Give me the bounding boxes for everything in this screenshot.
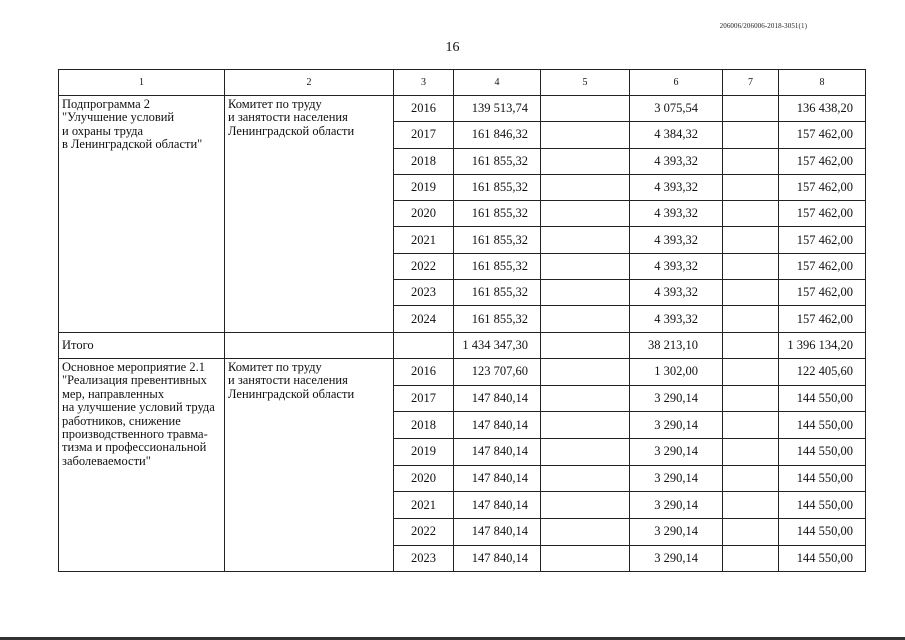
col6-amount-cell: 4 393,32 bbox=[630, 227, 723, 253]
col5-amount-cell bbox=[541, 148, 630, 174]
col7-amount-cell bbox=[723, 96, 779, 122]
col7-amount-cell bbox=[723, 201, 779, 227]
total-amount-cell: 147 840,14 bbox=[454, 439, 541, 466]
year-cell: 2016 bbox=[394, 96, 454, 122]
column-header: 5 bbox=[541, 70, 630, 96]
program-name-line: тизма и профессиональной bbox=[62, 440, 207, 455]
column-header: 8 bbox=[779, 70, 866, 96]
col8-amount-cell: 157 462,00 bbox=[779, 227, 866, 253]
year-cell: 2021 bbox=[394, 227, 454, 253]
col6-amount-cell: 3 290,14 bbox=[630, 385, 723, 412]
total-amount-cell: 147 840,14 bbox=[454, 492, 541, 519]
scan-edge-marks bbox=[170, 0, 590, 2]
col5-amount-cell bbox=[541, 519, 630, 546]
total-row bbox=[59, 332, 866, 358]
col7-amount-cell bbox=[723, 148, 779, 174]
year-cell: 2023 bbox=[394, 280, 454, 306]
col7-amount-cell bbox=[723, 174, 779, 200]
col8-amount-cell: 157 462,00 bbox=[779, 201, 866, 227]
program-name-line: заболеваемости" bbox=[62, 453, 151, 468]
year-cell: 2020 bbox=[394, 465, 454, 492]
col5-amount-cell bbox=[541, 227, 630, 253]
col6-amount-cell: 4 393,32 bbox=[630, 280, 723, 306]
col8-amount-cell: 122 405,60 bbox=[779, 358, 866, 385]
total-label: Итого bbox=[59, 332, 225, 358]
col6-amount-cell: 4 384,32 bbox=[630, 122, 723, 148]
program-name-line: в Ленинградской области" bbox=[62, 137, 203, 152]
col7-amount-cell bbox=[723, 332, 779, 358]
col7-amount-cell bbox=[723, 545, 779, 572]
total-amount-cell: 161 855,32 bbox=[454, 280, 541, 306]
col7-amount-cell bbox=[723, 253, 779, 279]
program-name-line: производственного травма- bbox=[62, 427, 208, 441]
program-name-line: на улучшение условий труда bbox=[62, 400, 215, 415]
col7-amount-cell bbox=[723, 492, 779, 519]
column-header: 7 bbox=[723, 70, 779, 96]
program-name-cell bbox=[59, 358, 225, 572]
total-amount-cell: 147 840,14 bbox=[454, 519, 541, 546]
total-amount-cell: 147 840,14 bbox=[454, 412, 541, 439]
col6-amount-cell: 3 075,54 bbox=[630, 96, 723, 122]
executor-line: Комитет по труду bbox=[228, 359, 322, 374]
year-cell: 2024 bbox=[394, 306, 454, 332]
year-cell: 2021 bbox=[394, 492, 454, 519]
table-header-row bbox=[59, 70, 866, 96]
executor-line: и занятости населения bbox=[228, 110, 348, 125]
table-row bbox=[59, 96, 866, 122]
col6-amount-cell: 1 302,00 bbox=[630, 358, 723, 385]
col8-amount-cell: 157 462,00 bbox=[779, 280, 866, 306]
column-header: 1 bbox=[59, 70, 225, 96]
year-cell: 2016 bbox=[394, 358, 454, 385]
col6-amount-cell: 3 290,14 bbox=[630, 519, 723, 546]
col8-amount-cell: 157 462,00 bbox=[779, 122, 866, 148]
year-cell: 2018 bbox=[394, 148, 454, 174]
total-amount-cell: 1 434 347,30 bbox=[454, 332, 541, 358]
total-amount-cell: 161 855,32 bbox=[454, 253, 541, 279]
column-header: 4 bbox=[454, 70, 541, 96]
empty-cell bbox=[225, 332, 394, 358]
program-name-line: и охраны труда bbox=[62, 123, 144, 138]
col8-amount-cell: 157 462,00 bbox=[779, 306, 866, 332]
year-cell: 2017 bbox=[394, 385, 454, 412]
col5-amount-cell bbox=[541, 412, 630, 439]
program-name-line: мер, направленных bbox=[62, 386, 165, 401]
year-cell: 2022 bbox=[394, 253, 454, 279]
empty-cell bbox=[394, 332, 454, 358]
col8-amount-cell: 157 462,00 bbox=[779, 148, 866, 174]
col7-amount-cell bbox=[723, 280, 779, 306]
col7-amount-cell bbox=[723, 306, 779, 332]
program-name-line: Основное мероприятие 2.1 bbox=[62, 359, 205, 374]
total-amount-cell: 161 855,32 bbox=[454, 306, 541, 332]
col5-amount-cell bbox=[541, 465, 630, 492]
col5-amount-cell bbox=[541, 492, 630, 519]
col5-amount-cell bbox=[541, 253, 630, 279]
executor-cell bbox=[225, 96, 394, 333]
document-code: 206006/206006-2018-3051(1) bbox=[719, 22, 807, 30]
col5-amount-cell bbox=[541, 439, 630, 466]
col8-amount-cell: 157 462,00 bbox=[779, 253, 866, 279]
total-amount-cell: 147 840,14 bbox=[454, 385, 541, 412]
col8-amount-cell: 144 550,00 bbox=[779, 492, 866, 519]
col8-amount-cell: 1 396 134,20 bbox=[779, 332, 866, 358]
col5-amount-cell bbox=[541, 332, 630, 358]
program-name-cell bbox=[59, 96, 225, 333]
col6-amount-cell: 4 393,32 bbox=[630, 148, 723, 174]
year-cell: 2019 bbox=[394, 174, 454, 200]
col7-amount-cell bbox=[723, 519, 779, 546]
col5-amount-cell bbox=[541, 358, 630, 385]
col7-amount-cell bbox=[723, 412, 779, 439]
executor-line: и занятости населения bbox=[228, 373, 348, 388]
executor-line: Ленинградской области bbox=[228, 386, 355, 401]
col7-amount-cell bbox=[723, 385, 779, 412]
col7-amount-cell bbox=[723, 358, 779, 385]
col6-amount-cell: 38 213,10 bbox=[630, 332, 723, 358]
col6-amount-cell: 3 290,14 bbox=[630, 545, 723, 572]
year-cell: 2020 bbox=[394, 201, 454, 227]
total-amount-cell: 139 513,74 bbox=[454, 96, 541, 122]
program-name-line: работников, снижение bbox=[62, 413, 181, 428]
col7-amount-cell bbox=[723, 439, 779, 466]
col6-amount-cell: 3 290,14 bbox=[630, 465, 723, 492]
executor-line: Ленинградской области bbox=[228, 123, 355, 138]
col5-amount-cell bbox=[541, 385, 630, 412]
total-amount-cell: 147 840,14 bbox=[454, 465, 541, 492]
col5-amount-cell bbox=[541, 201, 630, 227]
col8-amount-cell: 144 550,00 bbox=[779, 545, 866, 572]
col5-amount-cell bbox=[541, 122, 630, 148]
col7-amount-cell bbox=[723, 465, 779, 492]
total-amount-cell: 147 840,14 bbox=[454, 545, 541, 572]
program-name-line: "Улучшение условий bbox=[62, 110, 175, 125]
executor-cell bbox=[225, 358, 394, 572]
total-amount-cell: 161 855,32 bbox=[454, 148, 541, 174]
year-cell: 2023 bbox=[394, 545, 454, 572]
col8-amount-cell: 144 550,00 bbox=[779, 465, 866, 492]
total-amount-cell: 161 846,32 bbox=[454, 122, 541, 148]
column-header: 6 bbox=[630, 70, 723, 96]
year-cell: 2018 bbox=[394, 412, 454, 439]
col6-amount-cell: 3 290,14 bbox=[630, 412, 723, 439]
total-amount-cell: 161 855,32 bbox=[454, 227, 541, 253]
column-header: 3 bbox=[394, 70, 454, 96]
col8-amount-cell: 144 550,00 bbox=[779, 439, 866, 466]
column-header: 2 bbox=[225, 70, 394, 96]
col6-amount-cell: 3 290,14 bbox=[630, 492, 723, 519]
col6-amount-cell: 4 393,32 bbox=[630, 306, 723, 332]
table-body bbox=[59, 70, 866, 572]
page-number: 16 bbox=[445, 40, 460, 55]
col8-amount-cell: 144 550,00 bbox=[779, 385, 866, 412]
col6-amount-cell: 3 290,14 bbox=[630, 439, 723, 466]
total-amount-cell: 123 707,60 bbox=[454, 358, 541, 385]
budget-table bbox=[58, 69, 866, 572]
table-row bbox=[59, 358, 866, 385]
col8-amount-cell: 144 550,00 bbox=[779, 519, 866, 546]
year-cell: 2019 bbox=[394, 439, 454, 466]
program-name-line: Подпрограмма 2 bbox=[62, 97, 151, 111]
col7-amount-cell bbox=[723, 227, 779, 253]
col8-amount-cell: 144 550,00 bbox=[779, 412, 866, 439]
col6-amount-cell: 4 393,32 bbox=[630, 253, 723, 279]
col5-amount-cell bbox=[541, 96, 630, 122]
year-cell: 2017 bbox=[394, 122, 454, 148]
col6-amount-cell: 4 393,32 bbox=[630, 201, 723, 227]
total-amount-cell: 161 855,32 bbox=[454, 201, 541, 227]
total-amount-cell: 161 855,32 bbox=[454, 174, 541, 200]
executor-line: Комитет по труду bbox=[228, 97, 322, 111]
col5-amount-cell bbox=[541, 174, 630, 200]
col8-amount-cell: 157 462,00 bbox=[779, 174, 866, 200]
col7-amount-cell bbox=[723, 122, 779, 148]
col5-amount-cell bbox=[541, 280, 630, 306]
col5-amount-cell bbox=[541, 545, 630, 572]
col5-amount-cell bbox=[541, 306, 630, 332]
year-cell: 2022 bbox=[394, 519, 454, 546]
col8-amount-cell: 136 438,20 bbox=[779, 96, 866, 122]
col6-amount-cell: 4 393,32 bbox=[630, 174, 723, 200]
program-name-line: "Реализация превентивных bbox=[62, 373, 207, 388]
